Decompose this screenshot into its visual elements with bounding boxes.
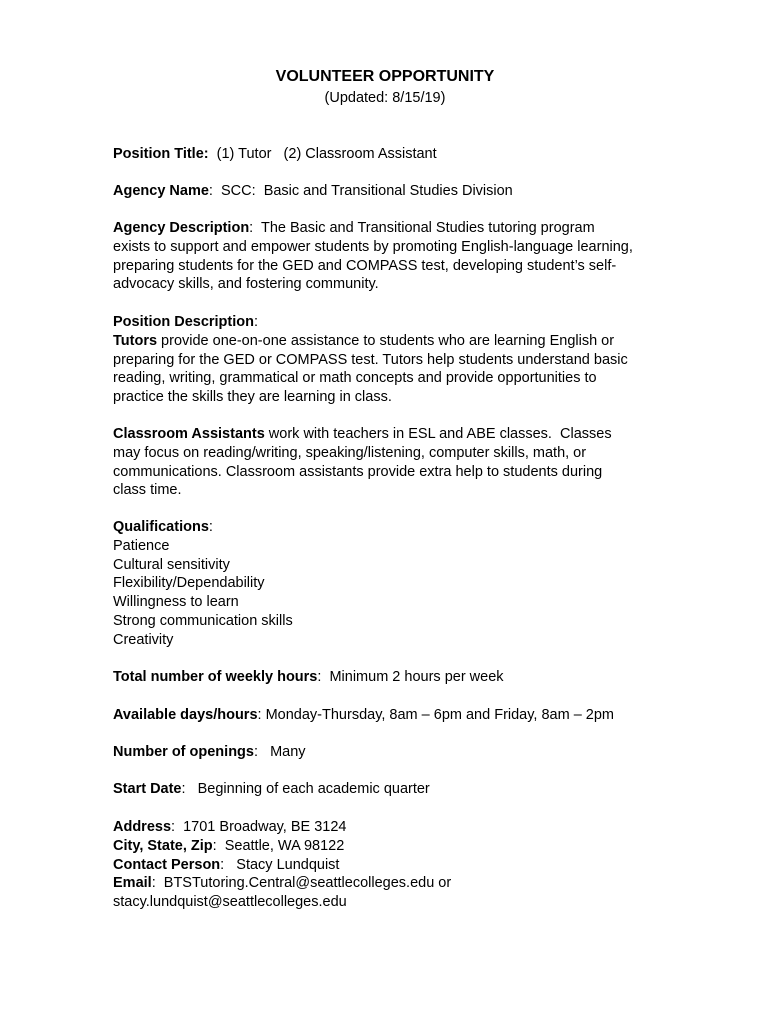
weekly-hours-value: : Minimum 2 hours per week [317, 669, 504, 685]
qualification-item: Willingness to learn [113, 594, 239, 611]
document-title: VOLUNTEER OPPORTUNITY [275, 68, 495, 85]
tutors-line: provide one-on-one assistance to students who are learning English or [157, 332, 615, 349]
contact-person-label: Contact Person [113, 856, 221, 873]
available-hours-label: Available days/hours [113, 707, 258, 723]
position-description-label: Position Description [113, 314, 254, 330]
contact-block [113, 818, 673, 912]
qualifications [113, 518, 673, 650]
agency-description-line: : The Basic and Transitional Studies tutoring program [249, 220, 595, 236]
city-state-zip-value: : Seattle, WA 98122 [212, 837, 345, 854]
tutors-line: practice the skills they are learning in class. [113, 389, 392, 406]
email-value-second: stacy.lundquist@seattlecolleges.edu [113, 894, 347, 911]
start-date-value: : Beginning of each academic quarter [181, 781, 430, 797]
agency-name-field [113, 182, 673, 201]
qualification-item: Creativity [113, 631, 174, 648]
assistants-line: may focus on reading/writing, speaking/listening, computer skills, math, or [113, 444, 587, 461]
agency-description [113, 219, 673, 294]
qualification-item: Flexibility/Dependability [113, 575, 265, 592]
colon: : [254, 314, 259, 330]
classroom-assistants-label: Classroom Assistants [113, 426, 265, 442]
email-value: : BTSTutoring.Central@seattlecolleges.edu or [151, 875, 452, 892]
available-hours-value: : Monday-Thursday, 8am – 6pm and Friday, 8am – 2pm [257, 707, 615, 723]
city-state-zip-label: City, State, Zip [113, 837, 213, 854]
agency-name-value: : SCC: Basic and Transitional Studies Division [208, 183, 513, 199]
weekly-hours-label: Total number of weekly hours [113, 669, 318, 685]
openings-field [113, 743, 673, 762]
agency-description-label: Agency Description [113, 220, 250, 236]
openings-label: Number of openings [113, 744, 254, 760]
position-title-field [113, 145, 673, 164]
position-description [113, 313, 673, 407]
address-value: : 1701 Broadway, BE 3124 [171, 819, 347, 835]
start-date-field [113, 780, 673, 799]
updated-date: (Updated: 8/15/19) [324, 90, 446, 106]
assistants-line: communications. Classroom assistants provide extra help to students during [113, 463, 603, 480]
start-date-label: Start Date [113, 781, 182, 797]
tutors-label: Tutors [113, 332, 158, 349]
tutors-line: preparing for the GED or COMPASS test. Tutors help students understand basic [113, 351, 628, 368]
qualification-item: Strong communication skills [113, 612, 293, 629]
agency-description-line: preparing students for the GED and COMPASS test, developing student’s self- [113, 257, 617, 274]
colon: : [208, 519, 213, 535]
address-label: Address [113, 819, 172, 835]
qualification-item: Cultural sensitivity [113, 556, 230, 573]
tutors-line: reading, writing, grammatical or math concepts and provide opportunities to [113, 370, 597, 387]
weekly-hours-field [113, 668, 673, 687]
position-title-label: Position Title: [113, 146, 209, 162]
agency-description-line: exists to support and empower students by promoting English-language learning, [113, 238, 633, 255]
agency-description-line: advocacy skills, and fostering community. [113, 276, 379, 293]
available-hours-field [113, 706, 673, 725]
contact-person-value: : Stacy Lundquist [220, 856, 340, 873]
qualification-item: Patience [113, 537, 170, 554]
assistants-line: class time. [113, 482, 182, 499]
assistants-line: work with teachers in ESL and ABE classes. Classes [264, 426, 612, 442]
classroom-assistants-description [113, 425, 673, 500]
position-title-value: (1) Tutor (2) Classroom Assistant [208, 146, 437, 162]
qualifications-label: Qualifications [113, 519, 209, 535]
openings-value: : Many [253, 744, 306, 760]
agency-name-label: Agency Name [113, 183, 209, 199]
email-label: Email [113, 875, 152, 892]
